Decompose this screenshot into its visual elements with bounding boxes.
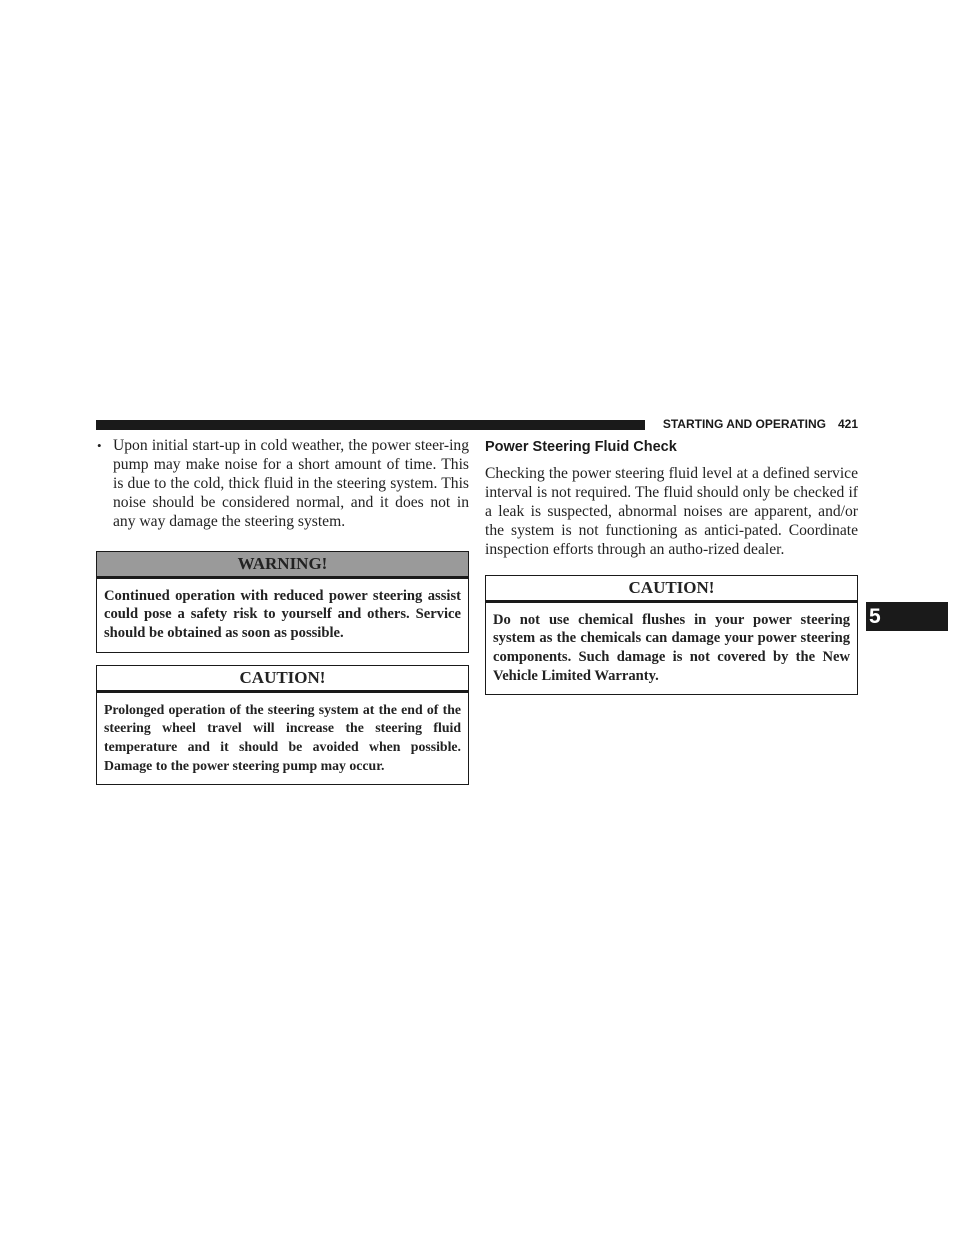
warning-box xyxy=(96,551,469,653)
bullet-item xyxy=(96,437,469,532)
running-header xyxy=(654,417,858,431)
header-rule xyxy=(96,420,645,430)
caution-body-right: Do not use chemical flushes in your power steering system as the chemicals can damage your power steering components. Such damage is not covered by the New Vehicle Limited Warranty. xyxy=(493,611,850,684)
body-paragraph: Checking the power steering fluid level at a defined service interval is not required. The fluid should only be checked if a leak is suspected, abnormal noises are apparent, and/or the system is not functioning as antici-pated. Coordinate inspection efforts through an autho-rized dealer. xyxy=(485,465,858,558)
section-heading: Power Steering Fluid Check xyxy=(485,439,677,455)
left-column xyxy=(96,437,469,785)
caution-title-left: CAUTION! xyxy=(97,666,468,693)
warning-body: Continued operation with reduced power steering assist could pose a safety risk to yourself and others. Service should be obtained as soon as possible. xyxy=(104,587,461,641)
section-title: STARTING AND OPERATING xyxy=(662,417,826,431)
caution-box-left xyxy=(96,665,469,786)
caution-title-right: CAUTION! xyxy=(486,576,857,603)
page-number: 421 xyxy=(837,417,858,431)
chapter-tab: 5 xyxy=(866,602,948,631)
bullet-text: Upon initial start-up in cold weather, the power steer-ing pump may make noise for a short amount of time. This is due to the cold, thick fluid in the steering system. This noise should be considered normal, and it does not in any way damage the steering system. xyxy=(113,437,469,530)
caution-box-right xyxy=(485,575,858,696)
caution-body-left: Prolonged operation of the steering system at the end of the steering wheel travel will increase the steering fluid temperature and it should be avoided when possible. Damage to the power steering pump may occur. xyxy=(104,701,461,773)
right-column xyxy=(485,437,858,695)
warning-title: WARNING! xyxy=(97,552,468,579)
bullet-dot: • xyxy=(97,438,102,453)
